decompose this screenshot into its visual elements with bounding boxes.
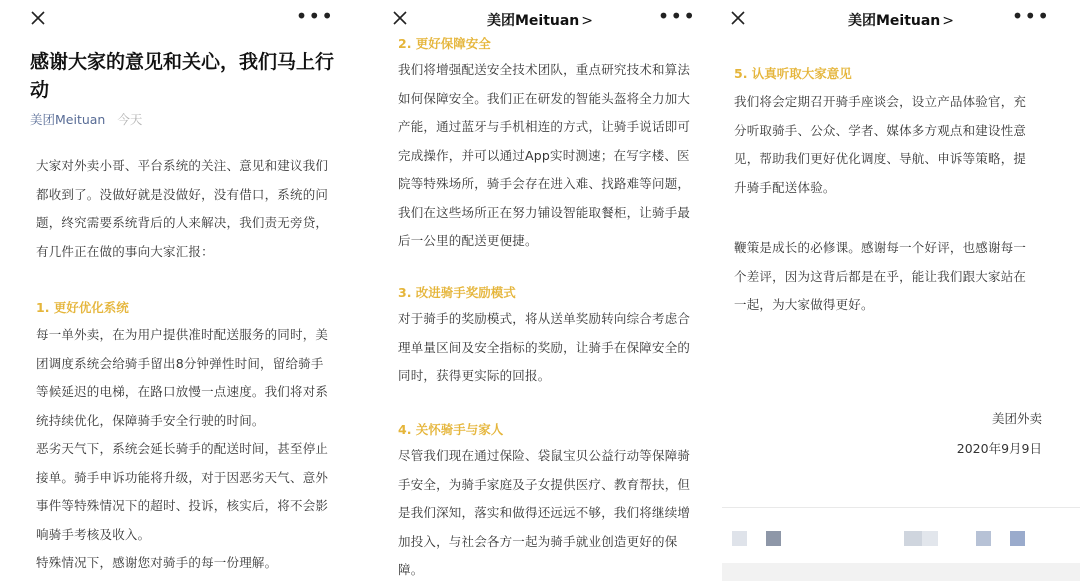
section-heading-3: 3. 改进骑手奖励模式 <box>398 285 516 300</box>
close-icon[interactable] <box>30 10 46 26</box>
section-heading-4: 4. 关怀骑手与家人 <box>398 422 504 437</box>
blurred-footer-block <box>904 531 922 546</box>
article-screen-2 <box>362 0 718 581</box>
article-footer <box>722 507 1080 581</box>
account-title-text: 美团Meituan <box>847 13 941 29</box>
section-heading-5: 5. 认真听取大家意见 <box>734 66 852 81</box>
section3-paragraph: 对于骑手的奖励模式，将从送单奖励转向综合考虑合理单量区间及安全指标的奖励，让骑手在保障安全的同时，获得更实际的回报。 <box>398 311 691 383</box>
account-name-link[interactable]: 美团Meituan <box>30 112 106 127</box>
more-dots-icon[interactable]: ••• <box>295 4 334 28</box>
section2-paragraph: 我们将增强配送安全技术团队，重点研究技术和算法如何保障安全。我们正在研发的智能头盔将全力加大产能，通过蓝牙与手机相连的方式，让骑手说话即可完成操作，并可以通过App实时测速；在写字楼、医院等特殊场所，骑手会存在进入难、找路难等问题，我们在这些场所正在努力铺设智能取餐柜，让骑手最后一公里的配送更便捷。 <box>398 62 691 248</box>
blurred-footer-block <box>766 531 781 546</box>
section5-paragraph: 我们将会定期召开骑手座谈会，设立产品体验官，充分听取骑手、公众、学者、媒体多方观点和建设性意见，帮助我们更好优化调度、导航、申诉等策略，提升骑手配送体验。 <box>734 94 1027 195</box>
top-bar <box>722 0 1080 38</box>
signature: 美团外卖 <box>991 411 1042 426</box>
article-screen-3 <box>722 0 1080 581</box>
section1-paragraph-3: 特殊情况下，感谢您对骑手的每一份理解。 <box>36 555 278 570</box>
section-heading-2: 2. 更好保障安全 <box>398 36 491 51</box>
blurred-footer-block <box>976 531 991 546</box>
more-dots-icon[interactable]: ••• <box>657 4 696 28</box>
chevron-right-icon: > <box>581 13 594 29</box>
chevron-right-icon: > <box>942 13 955 29</box>
footer-bar <box>722 563 1080 581</box>
article-meta <box>30 110 142 128</box>
section4-paragraph: 尽管我们现在通过保险、袋鼠宝贝公益行动等保障骑手安全，为骑手家庭及子女提供医疗、教育帮扶，但是我们深知，落实和做得还远远不够，我们将继续增加投入，与社会各方一起为骑手就业创造更好的保障。 <box>398 448 691 577</box>
intro-paragraph: 大家对外卖小哥、平台系统的关注、意见和建议我们都收到了。没做好就是没做好，没有借口，系统的问题，终究需要系统背后的人来解决，我们责无旁贷，有几件正在做的事向大家汇报： <box>36 158 329 259</box>
more-dots-icon[interactable]: ••• <box>1011 4 1050 28</box>
section1-paragraph-2: 恶劣天气下，系统会延长骑手的配送时间，甚至停止接单。骑手申诉功能将升级，对于因恶劣天气、意外事件等特殊情况下的超时、投诉，核实后，将不会影响骑手考核及收入。 <box>36 441 329 542</box>
footer-divider <box>722 507 1080 508</box>
blurred-footer-block <box>922 531 938 546</box>
closing-paragraph: 鞭策是成长的必修课。感谢每一个好评，也感谢每一个差评，因为这背后都是在乎，能让我们跟大家站在一起，为大家做得更好。 <box>734 240 1027 312</box>
blurred-footer-block <box>732 531 747 546</box>
section1-paragraph-1: 每一单外卖，在为用户提供准时配送服务的同时，美团调度系统会给骑手留出8分钟弹性时间，留给骑手等候延迟的电梯，在路口放慢一点速度。我们将对系统持续优化，保障骑手安全行驶的时间。 <box>36 327 329 428</box>
section-heading-1: 1. 更好优化系统 <box>36 300 129 315</box>
top-bar <box>0 0 356 38</box>
article-screen-1 <box>0 0 356 581</box>
top-bar <box>362 0 718 38</box>
blurred-footer-block <box>1010 531 1025 546</box>
publish-time: 今天 <box>117 112 143 127</box>
signature-date: 2020年9月9日 <box>956 441 1042 456</box>
article-title: 感谢大家的意见和关心，我们马上行动 <box>30 51 335 101</box>
account-title-text: 美团Meituan <box>486 13 580 29</box>
